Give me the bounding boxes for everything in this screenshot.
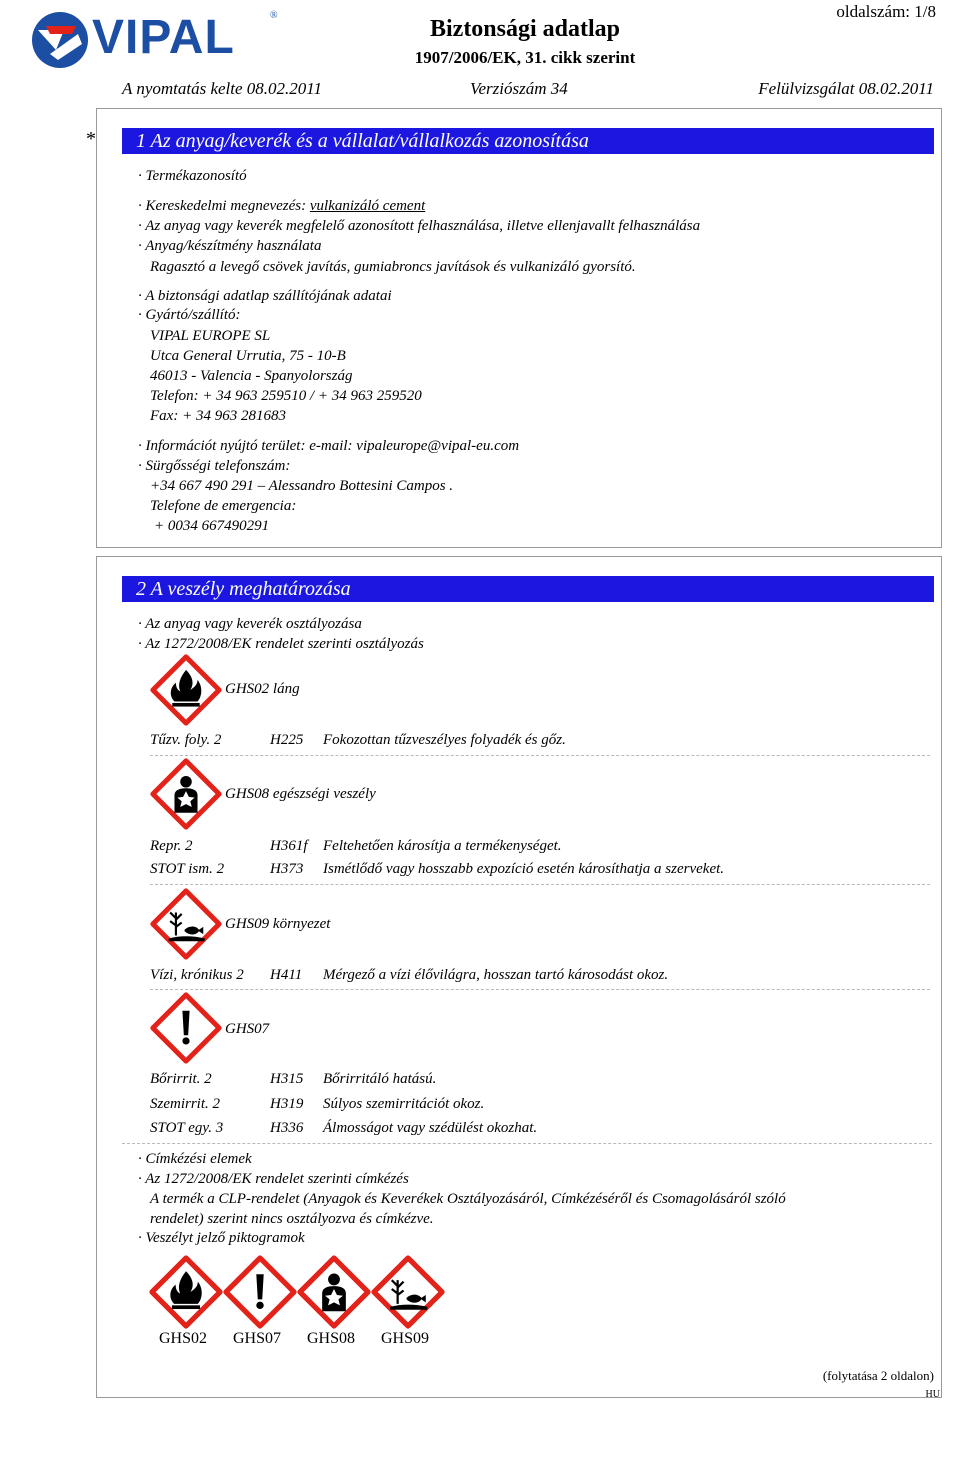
pictogram-code: GHS02 (159, 1330, 208, 1347)
section1-title: 1 Az anyag/keverék és a vállalat/vállalkozás azonosítása (122, 128, 934, 154)
emergency-line: Telefone de emergencia: (150, 498, 297, 514)
regulation-label: · Az 1272/2008/EK rendelet szerinti osztályozás (138, 636, 424, 652)
hazard-code: H336 (270, 1120, 304, 1136)
hazard-statement: Mérgező a vízi élővilágra, hosszan tartó károsodást okoz. (323, 967, 669, 983)
hazard-class: Vízi, krónikus 2 (150, 967, 244, 983)
change-marker: * (86, 128, 96, 150)
hazard-statement: Súlyos szemirritációt okoz. (323, 1096, 485, 1112)
labelling-text: A termék a CLP-rendelet (Anyagok és Keverékek Osztályozásáról, Címkézéséről és Csomagolásáról szóló (150, 1191, 786, 1207)
classification-label: · Az anyag vagy keverék osztályozása (138, 616, 362, 632)
pictogram-code: GHS09 (381, 1330, 430, 1347)
emergency-line: +34 667 490 291 – Alessandro Bottesini Campos . (150, 478, 454, 494)
info-label: · Információt nyújtó terület: (138, 438, 306, 454)
hazard-statement: Bőrirritáló hatású. (323, 1071, 437, 1087)
pictograms-label: · Veszélyt jelző piktogramok (138, 1230, 305, 1246)
hazard-code: H361f (270, 838, 308, 854)
address-line: VIPAL EUROPE SL (150, 328, 271, 344)
print-date: A nyomtatás kelte 08.02.2011 (122, 79, 323, 98)
divider (150, 884, 930, 885)
revision-date: Felülvizsgálat 08.02.2011 (758, 79, 934, 98)
trade-name-value: vulkanizáló cement (309, 198, 426, 214)
address-line: 46013 - Valencia - Spanyolország (150, 368, 353, 384)
use-value: Ragasztó a levegő csövek javítás, gumiabroncs javítások és vulkanizáló gyorsító. (150, 259, 636, 275)
manufacturer-label: · Gyártó/szállító: (138, 307, 241, 323)
product-identifier-label: · Termékazonosító (138, 168, 247, 184)
language-code: HU (925, 1389, 940, 1400)
emergency-label: · Sürgősségi telefonszám: (138, 458, 291, 474)
logo-registered: ® (270, 10, 278, 21)
hazard-code: H225 (270, 732, 304, 748)
info-area (138, 438, 519, 455)
emergency-line: + 0034 667490291 (154, 518, 270, 534)
ghs07-exclamation-icon (223, 1255, 297, 1329)
address-line: Utca General Urrutia, 75 - 10-B (150, 348, 346, 364)
divider (150, 755, 930, 756)
divider (150, 989, 930, 990)
hazard-class: Bőrirrit. 2 (150, 1071, 212, 1087)
hazard-class: STOT ism. 2 (150, 861, 225, 877)
pictogram-label: GHS08 egészségi veszély (225, 786, 376, 802)
version-number: Verziószám 34 (470, 79, 568, 98)
flame-icon (150, 654, 222, 726)
labelling-label: · Az 1272/2008/EK rendelet szerinti címkézés (138, 1171, 409, 1187)
address-line: Telefon: + 34 963 259510 / + 34 963 259520 (150, 388, 422, 404)
vipal-logo (26, 4, 276, 74)
divider (122, 1143, 932, 1144)
hazard-class: Tűzv. foly. 2 (150, 732, 222, 748)
ghs09-environment-icon (371, 1255, 445, 1329)
label-elements-label: · Címkézési elemek (138, 1151, 252, 1167)
address-line: Fax: + 34 963 281683 (150, 408, 286, 424)
trade-name-label: · Kereskedelmi megnevezés: (138, 198, 307, 214)
continued-note: (folytatása 2 oldalon) (822, 1368, 934, 1383)
hazard-class: STOT egy. 3 (150, 1120, 224, 1136)
exclamation-icon (150, 992, 222, 1064)
ghs02-flame-icon (149, 1255, 223, 1329)
hazard-code: H319 (270, 1096, 304, 1112)
pictogram-label: GHS07 (225, 1021, 270, 1037)
relevant-uses: · Az anyag vagy keverék megfelelő azonosított felhasználása, illetve ellenjavallt felhasználása (138, 218, 701, 234)
hazard-class: Szemirrit. 2 (150, 1096, 221, 1112)
document-subtitle: 1907/2006/EK, 31. cikk szerint (414, 48, 636, 67)
pictogram-label: GHS02 láng (225, 681, 300, 697)
hazard-code: H315 (270, 1071, 304, 1087)
hazard-code: H373 (270, 861, 304, 877)
info-email[interactable]: e-mail: vipaleurope@vipal-eu.com (309, 438, 520, 454)
hazard-statement: Fokozottan tűzveszélyes folyadék és gőz. (323, 732, 566, 748)
health-hazard-icon (150, 758, 222, 830)
hazard-statement: Ismétlődő vagy hosszabb expozíció esetén károsíthatja a szerveket. (323, 861, 725, 877)
vipal-logo-text: VIPAL (92, 11, 235, 64)
pictogram-code: GHS07 (233, 1330, 282, 1347)
supplier-details-label: · A biztonsági adatlap szállítójának adatai (138, 288, 392, 304)
ghs08-health-hazard-icon (297, 1255, 371, 1329)
pictogram-label: GHS09 környezet (225, 916, 331, 932)
hazard-code: H411 (270, 967, 303, 983)
hazard-class: Repr. 2 (150, 838, 193, 854)
hazard-statement: Álmosságot vagy szédülést okozhat. (323, 1120, 538, 1136)
section2-title: 2 A veszély meghatározása (122, 576, 934, 602)
use-label: · Anyag/készítmény használata (138, 238, 322, 254)
environment-icon (150, 888, 222, 960)
labelling-text: rendelet) szerint nincs osztályozva és címkézve. (150, 1211, 434, 1227)
pictogram-code: GHS08 (307, 1330, 356, 1347)
document-title: Biztonsági adatlap (429, 16, 621, 42)
page-number: oldalszám: 1/8 (836, 2, 936, 21)
hazard-statement: Feltehetően károsítja a termékenységet. (323, 838, 562, 854)
trade-name (138, 198, 425, 215)
